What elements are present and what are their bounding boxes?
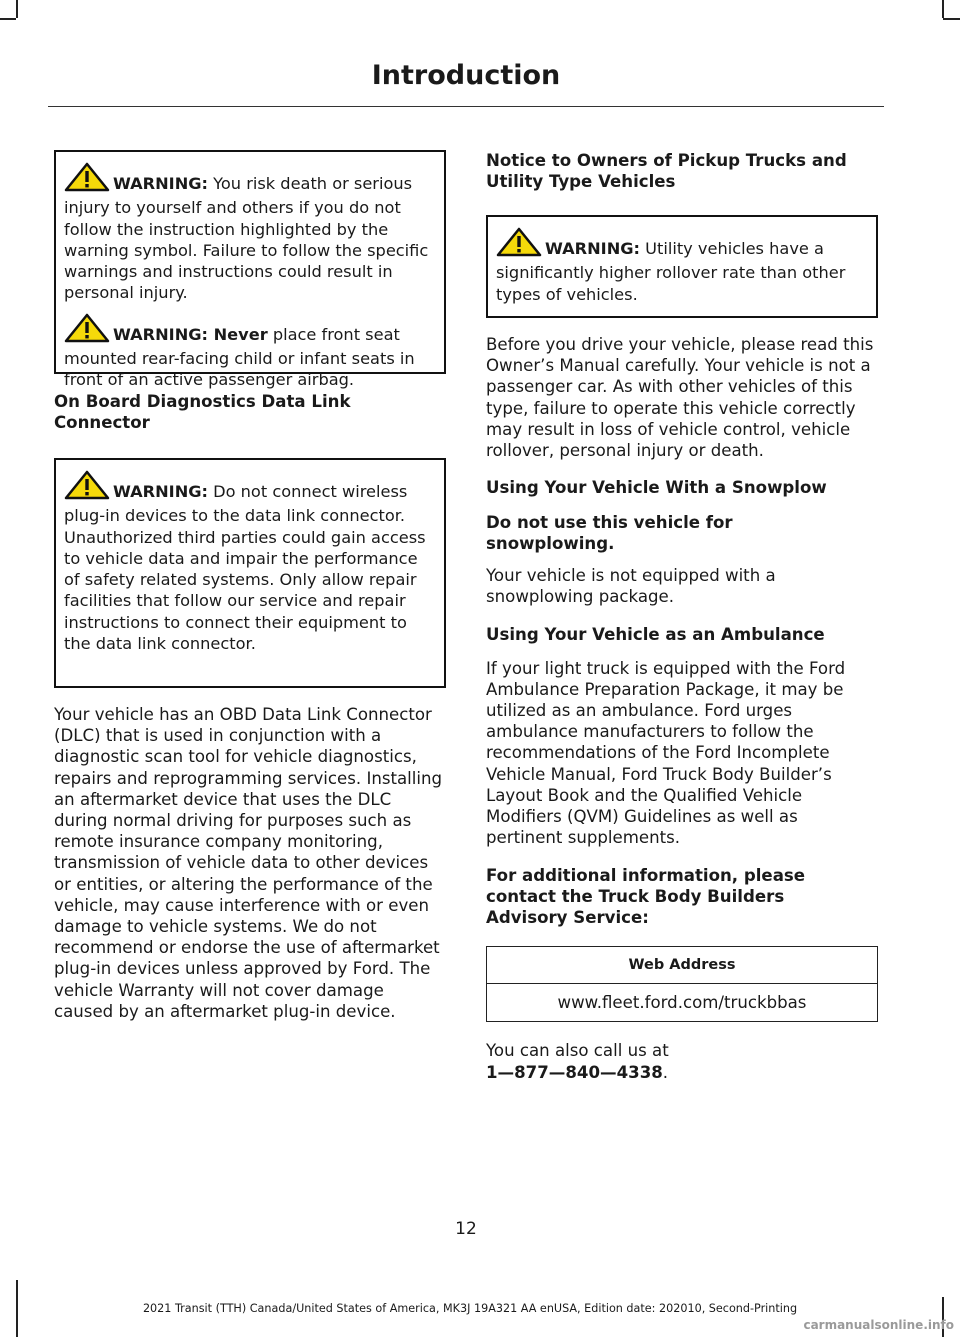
section-heading: Notice to Owners of Pickup Trucks and Utility Type Vehicles xyxy=(486,151,847,191)
warning-triangle-icon xyxy=(64,313,110,348)
right-column xyxy=(486,150,878,1083)
section-heading: Using Your Vehicle as an Ambulance xyxy=(486,624,825,644)
crop-mark xyxy=(943,18,960,20)
section-heading: Using Your Vehicle With a Snowplow xyxy=(486,478,827,498)
table-header: Web Address xyxy=(487,947,878,984)
header-divider xyxy=(48,106,884,107)
warning-box xyxy=(54,458,446,688)
crop-mark xyxy=(16,0,18,18)
watermark: carmanualsonline.info xyxy=(803,1318,954,1332)
web-address-table xyxy=(486,946,878,1022)
crop-mark xyxy=(0,18,16,20)
body-paragraph: Your vehicle has an OBD Data Link Connector (DLC) that is used in conjunction with a diagnostic scan tool for vehicle diagnostics, repairs and reprogramming services. Installing an aftermarket device that uses the DLC during normal driving for purposes such as remote insurance company monitoring, transmission of vehicle data to other devices or entities, or altering the performance of the vehicle, may cause interference with or even damage to vehicle systems. We do not recommend or endorse the use of aftermarket plug-in devices unless approved by Ford. The vehicle Warranty will not cover damage caused by an aftermarket plug-in device. xyxy=(54,705,443,1021)
crop-mark xyxy=(942,0,944,18)
warning-paragraph: WARNING: Utility vehicles have a significantly higher rollover rate than other types of vehicles. xyxy=(496,227,868,305)
section-subheading: Do not use this vehicle for snowplowing. xyxy=(486,513,733,554)
section-heading: For additional information, please contact the Truck Body Builders Advisory Service: xyxy=(486,866,806,928)
web-address-link[interactable]: www.fleet.ford.com/truckbbas xyxy=(487,984,878,1022)
section-heading: On Board Diagnostics Data Link Connector xyxy=(54,392,351,432)
page-number: 12 xyxy=(455,1219,477,1239)
body-paragraph: Your vehicle is not equipped with a snowplowing package. xyxy=(486,566,776,607)
warning-triangle-icon xyxy=(64,470,110,505)
warning-box xyxy=(54,150,446,390)
warning-paragraph: WARNING: You risk death or serious injury to yourself and others if you do not follow the instruction highlighted by the warning symbol. Failure to follow the specific warnings and instructions could result in personal injury. xyxy=(64,162,436,304)
phone-number[interactable]: 1—877—840—4338 xyxy=(486,1062,663,1082)
warning-triangle-icon xyxy=(64,162,110,197)
warning-triangle-icon xyxy=(496,227,542,262)
body-paragraph: Before you drive your vehicle, please read this Owner’s Manual carefully. Your vehicle is not a passenger car. As with other vehicles of this type, failure to operate this vehicle correctly may result in loss of vehicle control, vehicle rollover, personal injury or death. xyxy=(486,335,874,461)
call-paragraph: You can also call us at 1—877—840—4338. xyxy=(486,1041,669,1082)
warning-paragraph: WARNING: Never place front seat mounted rear-facing child or infant seats in front of an active passenger airbag. xyxy=(64,313,436,391)
warning-paragraph: WARNING: Do not connect wireless plug-in devices to the data link connector. Unauthorized third parties could gain access to vehicle data and impair the performance of safety related systems. Only allow repair facilities that follow our service and repair instructions to connect their equipment to the data link connector. xyxy=(64,470,436,654)
footer-text: 2021 Transit (TTH) Canada/United States of America, MK3J 19A321 AA enUSA, Edition date: 202010, Second-Printing xyxy=(142,1302,798,1315)
page-title: Introduction xyxy=(371,60,561,91)
left-column xyxy=(54,150,446,1022)
body-paragraph: If your light truck is equipped with the Ford Ambulance Preparation Package, it may be utilized as an ambulance. Ford urges ambulance manufacturers to follow the recommendations of the Ford Incomplete Vehicle Manual, Ford Truck Body Builder’s Layout Book and the Qualified Vehicle Modifiers (QVM) Guidelines as well as pertinent supplements. xyxy=(486,658,846,848)
warning-box xyxy=(486,215,878,318)
